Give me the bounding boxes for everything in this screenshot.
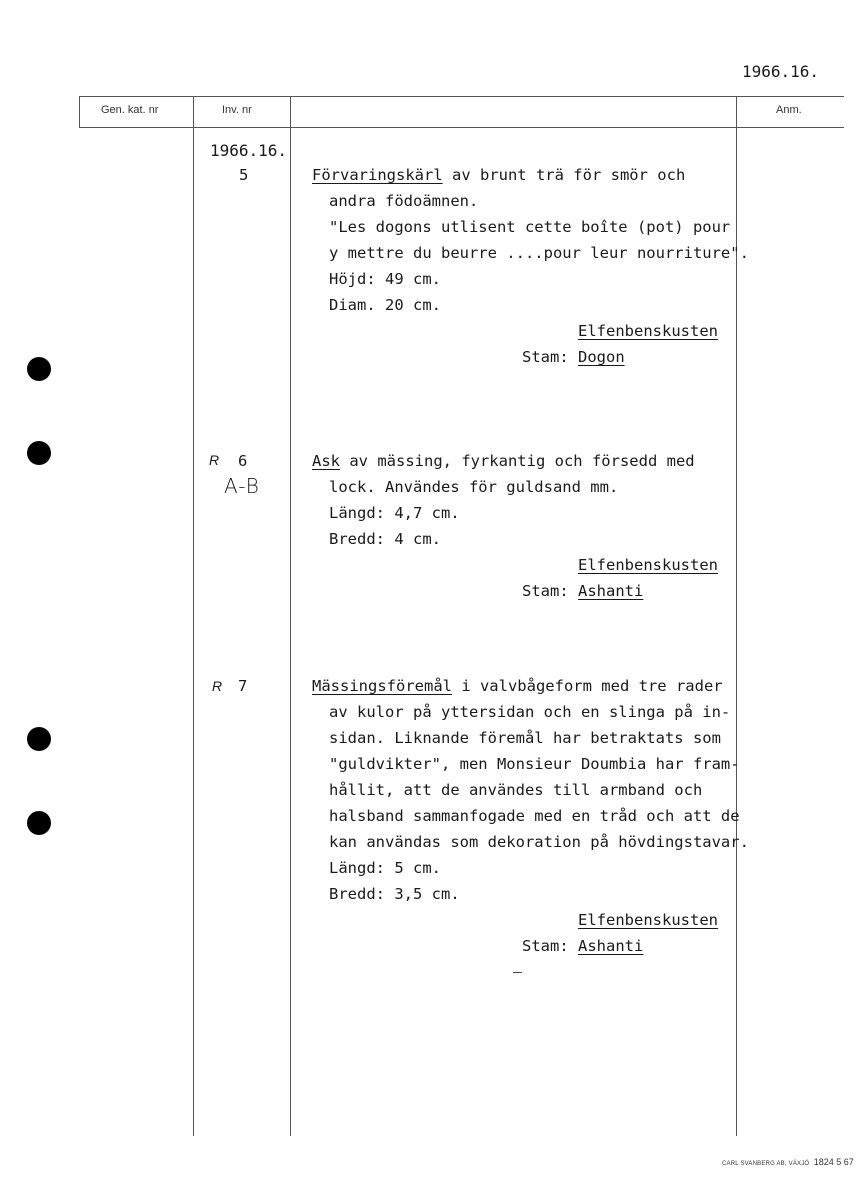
entry-1-object-name: Förvaringskärl [312, 166, 443, 184]
entry-1-inv-number: 5 [239, 166, 249, 184]
entry-1-line-5: Höjd: 49 cm. [329, 270, 441, 288]
footer-printer [722, 1152, 854, 1170]
entry-2-line-4: Bredd: 4 cm. [329, 530, 441, 548]
entry-1-inv-top: 1966.16. [210, 141, 288, 160]
entry-3-line-9: Bredd: 3,5 cm. [329, 885, 460, 903]
punch-hole [27, 441, 51, 465]
entry-3-inv-prefix: R [212, 678, 223, 694]
entry-2-object-name: Ask [312, 452, 340, 470]
punch-hole [27, 727, 51, 751]
entry-3-line-3: sidan. Liknande föremål har betraktats som [329, 729, 721, 747]
entry-3-stam-label: Stam: [522, 937, 569, 955]
entry-3-line-1-text: i valvbågeform med tre rader [451, 677, 723, 695]
entry-1-stam-label: Stam: [522, 348, 569, 366]
footer-form-number: 1824 5 67 [813, 1157, 854, 1167]
entry-3-line-2: av kulor på yttersidan och en slinga på in- [329, 703, 731, 721]
entry-1-line-1-text: av brunt trä för smör och [442, 166, 686, 184]
entry-3-region: Elfenbenskusten [578, 911, 718, 929]
entry-2-line-1-text: av mässing, fyrkantig och försedd med [340, 452, 695, 470]
entry-1-stam [522, 348, 625, 366]
entry-1-region: Elfenbenskusten [578, 322, 718, 340]
entry-1-stam-value: Dogon [578, 348, 625, 366]
page-catalog-number: 1966.16. [742, 62, 820, 81]
entry-3-line-7: kan användas som dekoration på hövdingstavar. [329, 833, 749, 851]
entry-2-line-1 [312, 452, 695, 470]
footer-printer-name: CARL SVANBERG AB, VÄXJÖ [722, 1161, 810, 1167]
entry-3-object-name: Mässingsföremål [312, 677, 452, 695]
entry-2-inv-number: 6 [238, 452, 248, 470]
entry-2-inv-prefix: R [209, 452, 220, 468]
entry-1-line-6: Diam. 20 cm. [329, 296, 441, 314]
entry-2-stam-label: Stam: [522, 582, 569, 600]
entry-1-line-3: "Les dogons utlisent cette boîte (pot) pour [329, 218, 731, 236]
column-divider [193, 96, 194, 1136]
entry-3-line-8: Längd: 5 cm. [329, 859, 441, 877]
punch-hole [27, 357, 51, 381]
entry-3-line-6: halsband sammanfogade med en tråd och att de [329, 807, 740, 825]
header-anm: Anm. [776, 104, 802, 116]
punch-hole [27, 811, 51, 835]
header-inv-nr: Inv. nr [222, 104, 252, 116]
entry-3-line-5: hållit, att de användes till armband och [329, 781, 703, 799]
entry-1-line-2: andra födoämnen. [329, 192, 479, 210]
entry-2-stam [522, 582, 643, 600]
entry-2-stam-value: Ashanti [578, 582, 644, 600]
entry-2-region: Elfenbenskusten [578, 556, 718, 574]
entry-2-line-2: lock. Användes för guldsand mm. [329, 478, 619, 496]
entry-3-line-4: "guldvikter", men Monsieur Doumbia har fram- [329, 755, 740, 773]
column-divider [79, 96, 80, 128]
header-gen-kat-nr: Gen. kat. nr [101, 104, 159, 116]
entry-3-line-1 [312, 677, 723, 695]
entry-3-stray-mark [513, 972, 522, 973]
entry-1-line-4: y mettre du beurre ....pour leur nourriture". [329, 244, 749, 262]
column-divider [290, 96, 291, 1136]
entry-3-stam [522, 937, 643, 955]
entry-3-stam-value: Ashanti [578, 937, 644, 955]
entry-2-inv-handwritten: A-B [224, 474, 260, 498]
entry-3-inv-number: 7 [238, 677, 248, 695]
entry-1-line-1 [312, 166, 685, 184]
entry-2-line-3: Längd: 4,7 cm. [329, 504, 460, 522]
